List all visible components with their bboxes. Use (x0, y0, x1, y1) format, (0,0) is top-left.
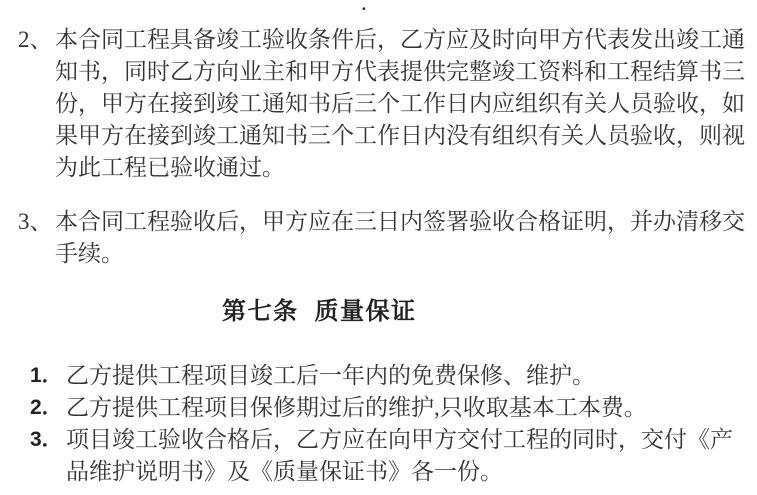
quality-item-2 (30, 392, 733, 424)
quality-item-2-number: 2． (30, 396, 63, 419)
quality-item-3-body (66, 424, 733, 488)
quality-item-3-number: 3． (30, 428, 63, 451)
quality-guarantee-list (30, 360, 733, 488)
article-title: 质量保证 (314, 299, 417, 325)
text-line: 知书，同时乙方向业主和甲方代表提供完整竣工资料和工程结算书三 (55, 59, 745, 84)
stray-period-mark: . (361, 0, 367, 15)
clause-2-number: 2、 (18, 27, 53, 52)
quality-item-2-body (66, 392, 733, 424)
text-line: 果甲方在接到竣工通知书三个工作日内没有组织有关人员验收，则视 (55, 123, 745, 148)
text-line: 品维护说明书》及《质量保证书》各一份。 (66, 459, 503, 484)
text-line: 本合同工程验收后，甲方应在三日内签署验收合格证明，并办清移交 (55, 209, 745, 234)
article-number: 第七条 (222, 299, 299, 325)
text-line: 项目竣工验收合格后，乙方应在向甲方交付工程的同时，交付《产 (66, 427, 733, 452)
text-line: 乙方提供工程项目保修期过后的维护,只收取基本工本费。 (66, 395, 647, 420)
section-heading-article-7 (222, 296, 417, 328)
text-line: 为此工程已验收通过。 (55, 155, 285, 180)
text-line: 份，甲方在接到竣工通知书后三个工作日内应组织有关人员验收，如 (55, 91, 745, 116)
clause-3-acceptance-certificate (18, 206, 745, 270)
text-line: 乙方提供工程项目竣工后一年内的免费保修、维护。 (66, 363, 595, 388)
quality-item-1-body (66, 360, 733, 392)
quality-item-3 (30, 424, 733, 488)
text-line: 手续。 (55, 241, 124, 266)
quality-item-1 (30, 360, 733, 392)
clause-3-body (55, 206, 745, 270)
text-line: 本合同工程具备竣工验收条件后，乙方应及时向甲方代表发出竣工通 (55, 27, 745, 52)
clause-2-body (55, 24, 745, 184)
quality-item-1-number: 1． (30, 364, 63, 387)
clause-2-completion-notice (18, 24, 745, 184)
clause-3-number: 3、 (18, 209, 53, 234)
